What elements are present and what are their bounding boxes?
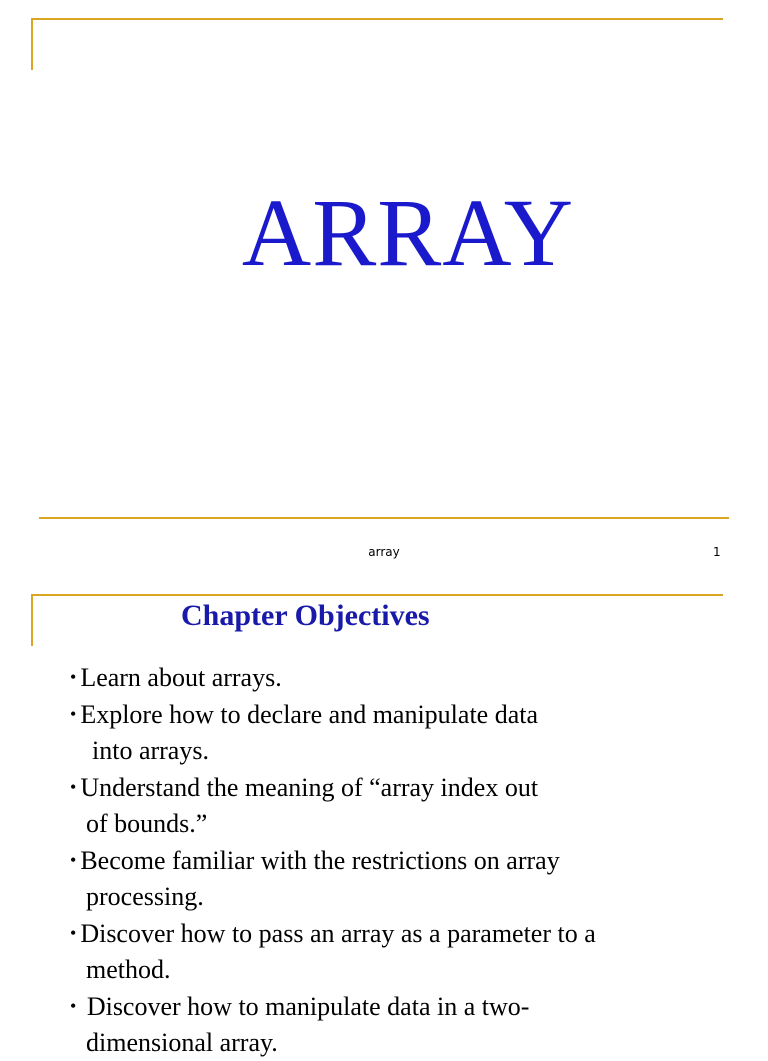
slide-heading: Chapter Objectives	[181, 599, 430, 632]
list-item	[70, 659, 750, 696]
bullet-icon: •	[70, 777, 77, 797]
list-item	[70, 696, 750, 769]
bullet-icon: •	[70, 923, 77, 943]
bullet-icon: •	[70, 996, 77, 1016]
bullet-text: Understand the meaning of “array index out	[80, 773, 539, 802]
slide1-top-rule	[31, 18, 723, 20]
bullet-continuation: of bounds.”	[86, 809, 208, 838]
objectives-list	[70, 659, 750, 1061]
slide1-left-rule	[31, 18, 33, 70]
bullet-text: Learn about arrays.	[80, 663, 282, 692]
bullet-icon: •	[70, 850, 77, 870]
slide2-left-rule	[31, 594, 33, 646]
bullet-icon: •	[70, 667, 77, 687]
bullet-text: Become familiar with the restrictions on array	[80, 846, 560, 875]
list-item	[70, 988, 750, 1061]
bullet-continuation: method.	[86, 955, 171, 984]
slide1-footer-rule	[39, 517, 729, 519]
bullet-continuation: processing.	[86, 882, 204, 911]
bullet-text: Discover how to pass an array as a parameter to a	[80, 919, 596, 948]
bullet-text: Explore how to declare and manipulate data	[80, 700, 539, 729]
footer-label: array	[368, 545, 400, 559]
bullet-text: Discover how to manipulate data in a two-	[80, 992, 530, 1021]
list-item	[70, 769, 750, 842]
page-number: 1	[713, 545, 721, 559]
list-item	[70, 842, 750, 915]
bullet-continuation: dimensional array.	[86, 1028, 278, 1057]
list-item	[70, 915, 750, 988]
slide2-top-rule	[31, 594, 723, 596]
slide-title: ARRAY	[241, 179, 575, 286]
bullet-continuation: into arrays.	[92, 736, 209, 765]
bullet-icon: •	[70, 704, 77, 724]
